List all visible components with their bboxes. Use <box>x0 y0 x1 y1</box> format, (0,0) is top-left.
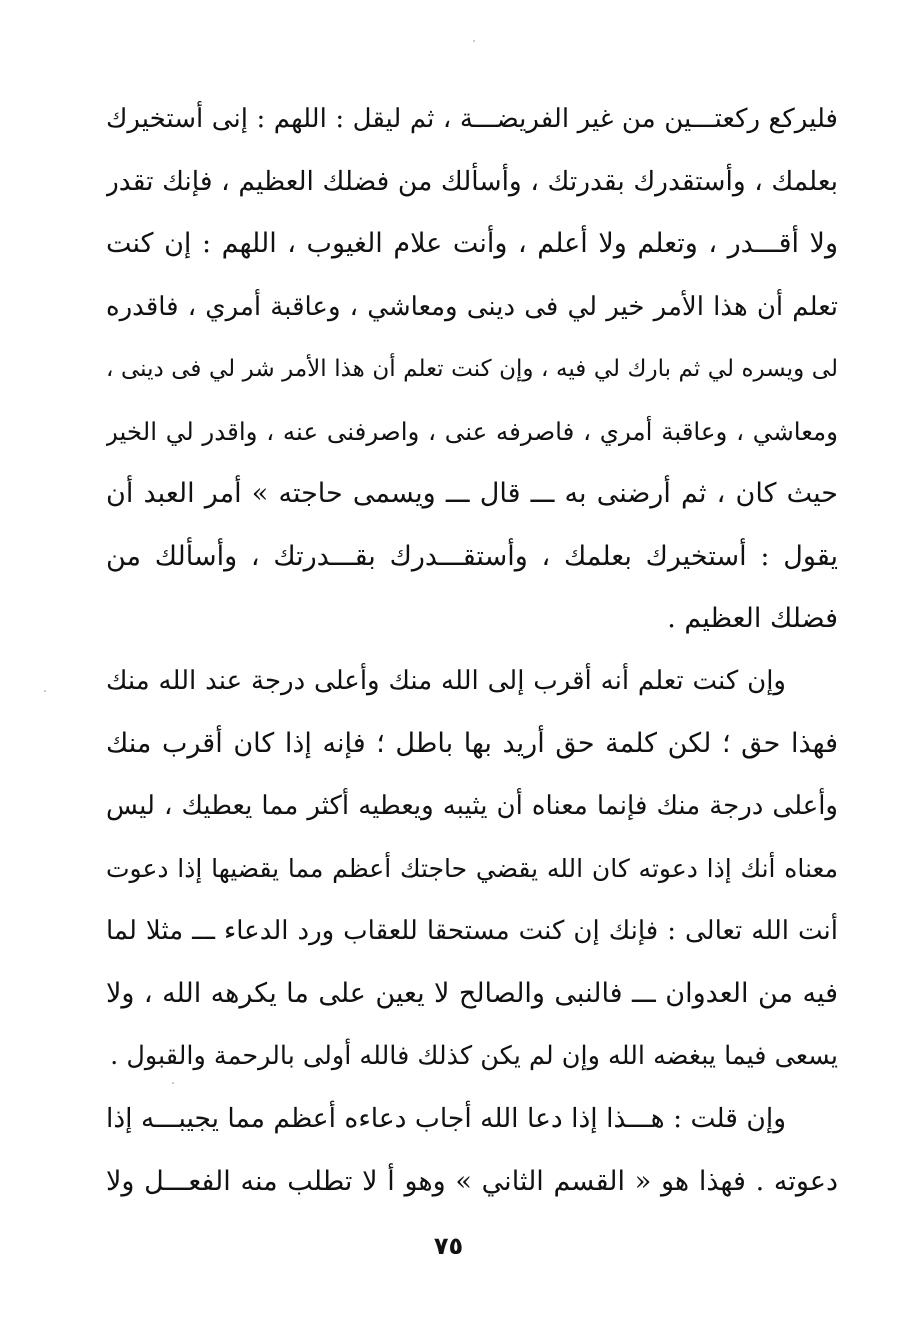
paper-speck <box>172 1082 174 1084</box>
text-line: ولا أقـــدر ، وتعلم ولا أعلم ، وأنت علام الغيوب ، اللهم : إن كنت <box>106 228 838 259</box>
text-line: أنت الله تعالى : فإنك إن كنت مستحقا للعقاب ورد الدعاء ـــ مثلا لما <box>106 916 838 946</box>
text-line: تعلم أن هذا الأمر خير لي فى دينى ومعاشي ، وعاقبة أمري ، فاقدره <box>106 291 838 322</box>
text-line: فليركع ركعتـــين من غير الفريضـــة ، ثم ليقل : اللهم : إنى أستخيرك <box>106 104 838 134</box>
paper-speck <box>473 40 475 42</box>
paragraph-3 <box>106 1088 838 1213</box>
text-line: لى ويسره لي ثم بارك لي فيه ، وإن كنت تعلم أن هذا الأمر شر لي فى دينى ، <box>106 356 838 382</box>
paper-speck <box>44 690 46 692</box>
text-line: وإن قلت : هـــذا إذا دعا الله أجاب دعاءه أعظم مما يجيبـــه إذا <box>106 1103 786 1134</box>
text-line: يقول : أستخيرك بعلمك ، وأستقـــدرك بقـــدرتك ، وأسألك من <box>106 540 838 572</box>
text-line: وأعلى درجة منك فإنما معناه أن يثيبه ويعطيه أكثر مما يعطيك ، ليس <box>106 791 838 821</box>
text-line: فضلك العظيم . <box>667 603 838 634</box>
text-line: معناه أنك إذا دعوته كان الله يقضي حاجتك أعظم مما يقضيها إذا دعوت <box>106 853 838 883</box>
text-line: ومعاشي ، وعاقبة أمري ، فاصرفه عنى ، واصرفنى عنه ، واقدر لي الخير <box>106 416 838 446</box>
paragraph-1 <box>106 88 838 651</box>
page-number: ٧٥ <box>433 1232 464 1260</box>
text-line: حيث كان ، ثم أرضنى به ـــ قال ـــ ويسمى حاجته » أمر العبد أن <box>106 478 838 509</box>
text-line: بعلمك ، وأستقدرك بقدرتك ، وأسألك من فضلك العظيم ، فإنك تقدر <box>106 165 838 197</box>
text-line: فيه من العدوان ـــ فالنبى والصالح لا يعين على ما يكرهه الله ، ولا <box>106 977 838 1009</box>
text-line: دعوته . فهذا هو « القسم الثاني » وهو أ لا تطلب منه الفعـــل ولا <box>106 1165 838 1197</box>
text-line: يسعى فيما يبغضه الله وإن لم يكن كذلك فالله أولى بالرحمة والقبول . <box>110 1041 838 1071</box>
text-line: فهذا حق ؛ لكن كلمة حق أريد بها باطل ؛ فإنه إذا كان أقرب منك <box>106 727 838 759</box>
paragraph-2 <box>106 650 838 1088</box>
text-line: وإن كنت تعلم أنه أقرب إلى الله منك وأعلى درجة عند الله منك <box>106 666 786 696</box>
